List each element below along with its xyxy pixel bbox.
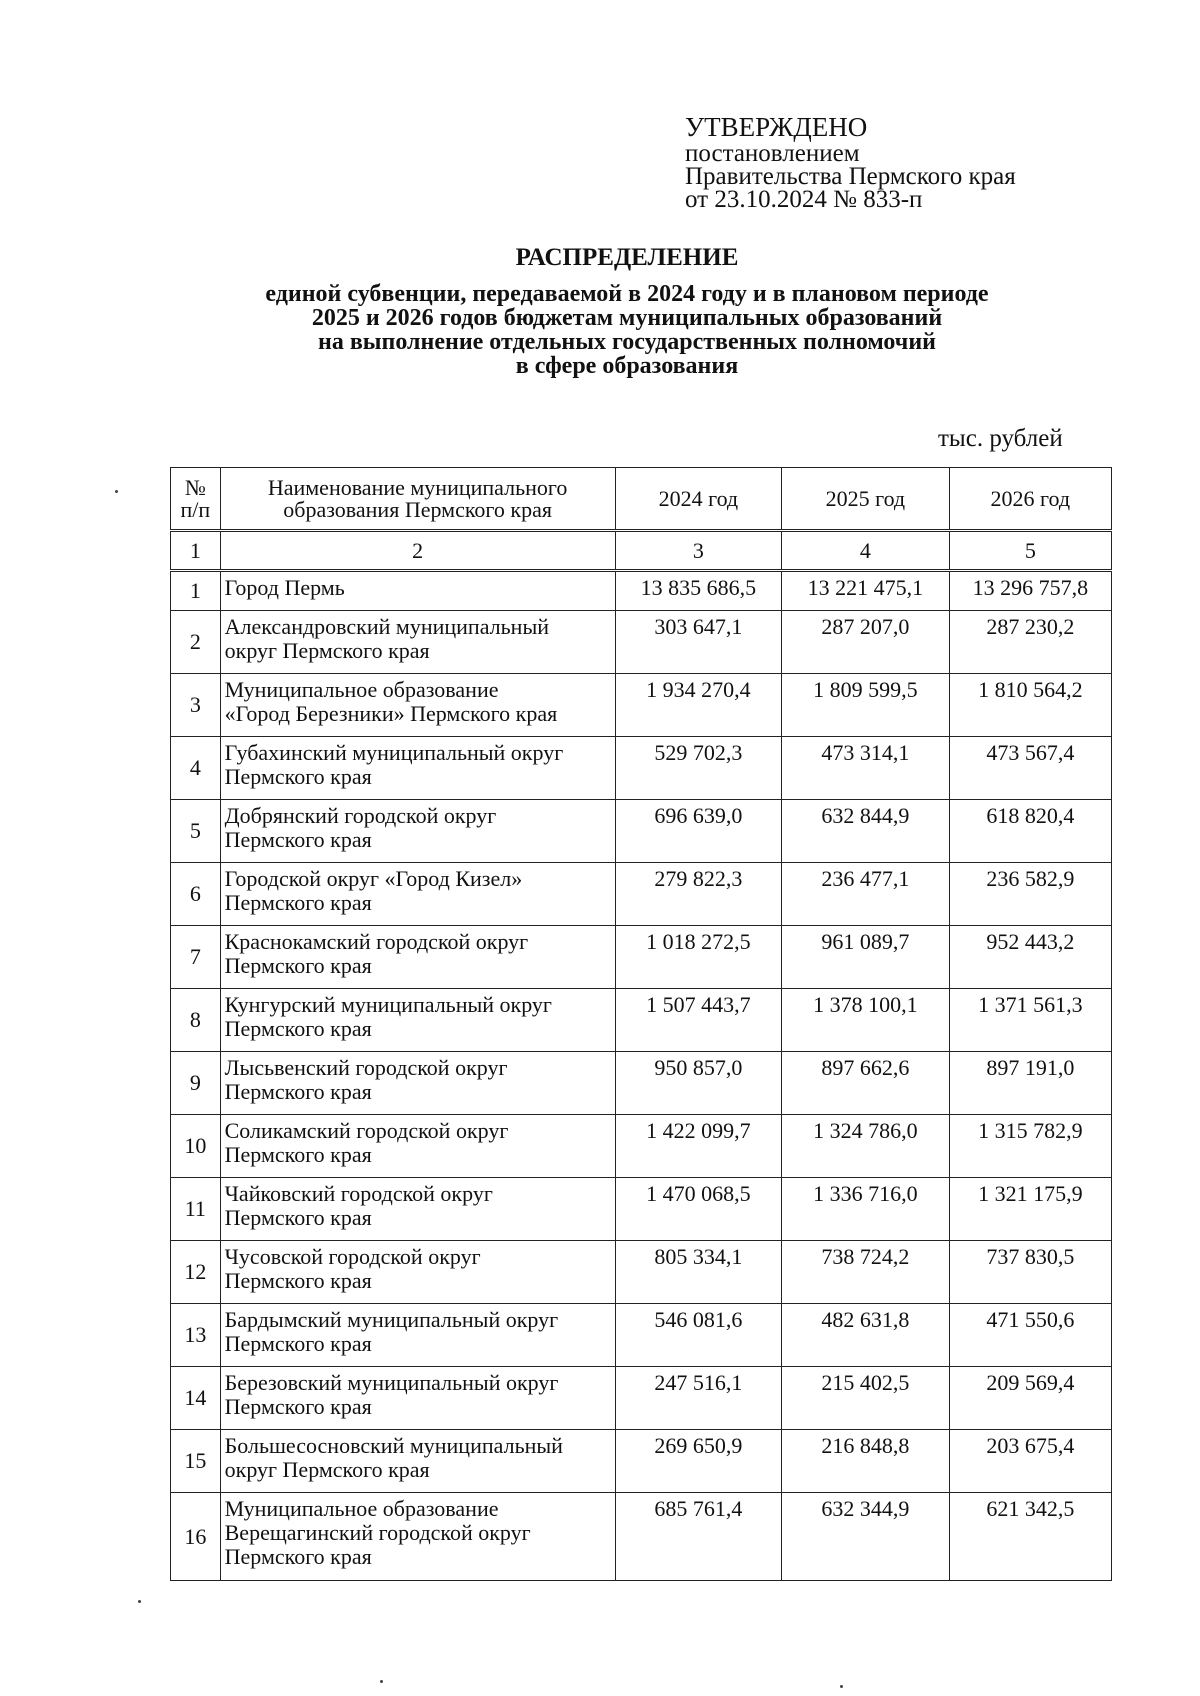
value-2024: 269 650,9 bbox=[615, 1430, 781, 1493]
municipality-name-line: Пермского края bbox=[224, 1016, 372, 1041]
municipality-name bbox=[220, 989, 615, 1052]
municipality-name-line: Город Пермь bbox=[224, 575, 345, 600]
value-2026: 473 567,4 bbox=[949, 737, 1111, 800]
value-2026: 209 569,4 bbox=[949, 1367, 1111, 1430]
municipality-name-line: Лысьвенский городской округ bbox=[224, 1055, 508, 1080]
municipality-name-line: Городской округ «Город Кизел» bbox=[224, 866, 523, 891]
municipality-name bbox=[220, 926, 615, 989]
column-index: 1 bbox=[171, 531, 221, 571]
value-2024: 805 334,1 bbox=[615, 1241, 781, 1304]
document-subtitle bbox=[0, 282, 1200, 378]
table-row bbox=[171, 1430, 1112, 1493]
value-2024: 303 647,1 bbox=[615, 611, 781, 674]
value-2026: 1 810 564,2 bbox=[949, 674, 1111, 737]
value-2024: 529 702,3 bbox=[615, 737, 781, 800]
table-row bbox=[171, 926, 1112, 989]
municipality-name bbox=[220, 1052, 615, 1115]
subtitle-line-4: в сфере образования bbox=[515, 353, 739, 379]
value-2025: 1 809 599,5 bbox=[782, 674, 950, 737]
municipality-name bbox=[220, 571, 615, 611]
column-index: 5 bbox=[949, 531, 1111, 571]
value-2025: 236 477,1 bbox=[782, 863, 950, 926]
table-row bbox=[171, 1115, 1112, 1178]
value-2024: 696 639,0 bbox=[615, 800, 781, 863]
municipality-name bbox=[220, 1430, 615, 1493]
value-2025: 215 402,5 bbox=[782, 1367, 950, 1430]
table-header-row bbox=[171, 468, 1112, 531]
row-number: 5 bbox=[171, 800, 221, 863]
value-2026: 1 315 782,9 bbox=[949, 1115, 1111, 1178]
value-2026: 737 830,5 bbox=[949, 1241, 1111, 1304]
approval-stamp bbox=[685, 112, 1016, 211]
municipality-name-line: «Город Березники» Пермского края bbox=[224, 701, 558, 726]
value-2026: 287 230,2 bbox=[949, 611, 1111, 674]
municipality-name bbox=[220, 1241, 615, 1304]
value-2024: 1 018 272,5 bbox=[615, 926, 781, 989]
value-2026: 618 820,4 bbox=[949, 800, 1111, 863]
table-row bbox=[171, 863, 1112, 926]
municipality-name-line: Чайковский городской округ bbox=[224, 1181, 493, 1206]
column-index-row bbox=[171, 531, 1112, 571]
distribution-table bbox=[170, 467, 1112, 1581]
municipality-name-line: Муниципальное образование bbox=[224, 677, 499, 702]
value-2026: 203 675,4 bbox=[949, 1430, 1111, 1493]
table-row bbox=[171, 1493, 1112, 1581]
scan-speck bbox=[138, 1600, 141, 1603]
table-row bbox=[171, 800, 1112, 863]
municipality-name-line: Краснокамский городской округ bbox=[224, 929, 529, 954]
column-index: 3 bbox=[615, 531, 781, 571]
table-row bbox=[171, 737, 1112, 800]
value-2024: 1 934 270,4 bbox=[615, 674, 781, 737]
municipality-name bbox=[220, 674, 615, 737]
approval-heading: УТВЕРЖДЕНО bbox=[685, 112, 868, 142]
row-number: 11 bbox=[171, 1178, 221, 1241]
header-2025: 2025 год bbox=[782, 468, 950, 531]
municipality-name bbox=[220, 737, 615, 800]
value-2024: 1 422 099,7 bbox=[615, 1115, 781, 1178]
municipality-name-line: округ Пермского края bbox=[224, 638, 430, 663]
row-number: 8 bbox=[171, 989, 221, 1052]
value-2024: 247 516,1 bbox=[615, 1367, 781, 1430]
value-2025: 632 344,9 bbox=[782, 1493, 950, 1581]
municipality-name-line: Пермского края bbox=[224, 953, 372, 978]
header-number-line-2: п/п bbox=[180, 496, 211, 522]
municipality-name bbox=[220, 1367, 615, 1430]
municipality-name-line: Пермского края bbox=[224, 1142, 372, 1167]
row-number: 14 bbox=[171, 1367, 221, 1430]
row-number: 1 bbox=[171, 571, 221, 611]
value-2024: 13 835 686,5 bbox=[615, 571, 781, 611]
header-2026: 2026 год bbox=[949, 468, 1111, 531]
value-2026: 236 582,9 bbox=[949, 863, 1111, 926]
scan-speck bbox=[380, 1680, 383, 1683]
header-name bbox=[220, 468, 615, 531]
municipality-name-line: Пермского края bbox=[224, 827, 372, 852]
header-number-line-1: № bbox=[184, 474, 206, 500]
value-2025: 897 662,6 bbox=[782, 1052, 950, 1115]
row-number: 2 bbox=[171, 611, 221, 674]
municipality-name-line: Верещагинский городской округ bbox=[224, 1520, 531, 1545]
table-row bbox=[171, 611, 1112, 674]
municipality-name-line: Березовский муниципальный округ bbox=[224, 1370, 559, 1395]
value-2026: 897 191,0 bbox=[949, 1052, 1111, 1115]
value-2025: 1 324 786,0 bbox=[782, 1115, 950, 1178]
municipality-name-line: Пермского края bbox=[224, 764, 372, 789]
row-number: 7 bbox=[171, 926, 221, 989]
value-2026: 1 321 175,9 bbox=[949, 1178, 1111, 1241]
value-2025: 961 089,7 bbox=[782, 926, 950, 989]
value-2024: 685 761,4 bbox=[615, 1493, 781, 1581]
table-row bbox=[171, 1304, 1112, 1367]
table-row bbox=[171, 1052, 1112, 1115]
municipality-name-line: Бардымский муниципальный округ bbox=[224, 1307, 559, 1332]
column-index: 2 bbox=[220, 531, 615, 571]
value-2025: 287 207,0 bbox=[782, 611, 950, 674]
municipality-name-line: Пермского края bbox=[224, 1205, 372, 1230]
value-2024: 1 507 443,7 bbox=[615, 989, 781, 1052]
value-2026: 1 371 561,3 bbox=[949, 989, 1111, 1052]
value-2024: 546 081,6 bbox=[615, 1304, 781, 1367]
row-number: 6 bbox=[171, 863, 221, 926]
approval-line-4: от 23.10.2024 № 833-п bbox=[685, 186, 923, 213]
municipality-name bbox=[220, 1178, 615, 1241]
value-2025: 473 314,1 bbox=[782, 737, 950, 800]
value-2025: 632 844,9 bbox=[782, 800, 950, 863]
value-2026: 952 443,2 bbox=[949, 926, 1111, 989]
value-2026: 621 342,5 bbox=[949, 1493, 1111, 1581]
approval-line-3: Правительства Пермского края bbox=[685, 163, 1016, 190]
municipality-name-line: Добрянский городской округ bbox=[224, 803, 497, 828]
value-2025: 216 848,8 bbox=[782, 1430, 950, 1493]
municipality-name bbox=[220, 863, 615, 926]
scan-speck bbox=[115, 490, 118, 493]
value-2025: 1 336 716,0 bbox=[782, 1178, 950, 1241]
municipality-name bbox=[220, 611, 615, 674]
municipality-name-line: Пермского края bbox=[224, 1268, 372, 1293]
municipality-name-line: Большесосновский муниципальный bbox=[224, 1433, 563, 1458]
municipality-name-line: Муниципальное образование bbox=[224, 1496, 499, 1521]
value-2026: 471 550,6 bbox=[949, 1304, 1111, 1367]
document-title: РАСПРЕДЕЛЕНИЕ bbox=[515, 244, 739, 271]
header-name-line-1: Наименование муниципального bbox=[267, 474, 568, 500]
row-number: 15 bbox=[171, 1430, 221, 1493]
row-number: 16 bbox=[171, 1493, 221, 1581]
table-row bbox=[171, 1367, 1112, 1430]
municipality-name-line: Александровский муниципальный bbox=[224, 614, 550, 639]
municipality-name-line: Чусовской городской округ bbox=[224, 1244, 481, 1269]
municipality-name-line: Соликамский городской округ bbox=[224, 1118, 509, 1143]
municipality-name-line: Пермского края bbox=[224, 1331, 372, 1356]
municipality-name-line: Пермского края bbox=[224, 1394, 372, 1419]
header-name-line-2: образования Пермского края bbox=[283, 496, 552, 522]
header-2024: 2024 год bbox=[615, 468, 781, 531]
row-number: 9 bbox=[171, 1052, 221, 1115]
municipality-name-line: Губахинский муниципальный округ bbox=[224, 740, 564, 765]
table-row bbox=[171, 989, 1112, 1052]
municipality-name-line: Пермского края bbox=[224, 1544, 372, 1569]
value-2024: 1 470 068,5 bbox=[615, 1178, 781, 1241]
municipality-name-line: Пермского края bbox=[224, 890, 372, 915]
value-2025: 482 631,8 bbox=[782, 1304, 950, 1367]
row-number: 12 bbox=[171, 1241, 221, 1304]
approval-line-2: постановлением bbox=[685, 140, 860, 167]
municipality-name bbox=[220, 1493, 615, 1581]
municipality-name bbox=[220, 800, 615, 863]
value-2025: 738 724,2 bbox=[782, 1241, 950, 1304]
table-row bbox=[171, 1178, 1112, 1241]
value-2026: 13 296 757,8 bbox=[949, 571, 1111, 611]
header-number bbox=[171, 468, 221, 531]
table-row bbox=[171, 1241, 1112, 1304]
row-number: 10 bbox=[171, 1115, 221, 1178]
scan-speck bbox=[840, 1685, 843, 1688]
subtitle-line-1: единой субвенции, передаваемой в 2024 году и в плановом периоде bbox=[265, 281, 989, 307]
value-2024: 950 857,0 bbox=[615, 1052, 781, 1115]
value-2025: 1 378 100,1 bbox=[782, 989, 950, 1052]
table-body bbox=[171, 571, 1112, 1581]
municipality-name-line: округ Пермского края bbox=[224, 1457, 430, 1482]
table-row bbox=[171, 571, 1112, 611]
table-row bbox=[171, 674, 1112, 737]
subtitle-line-3: на выполнение отдельных государственных полномочий bbox=[318, 329, 936, 355]
row-number: 3 bbox=[171, 674, 221, 737]
row-number: 4 bbox=[171, 737, 221, 800]
units-label: тыс. рублей bbox=[938, 425, 1063, 452]
row-number: 13 bbox=[171, 1304, 221, 1367]
municipality-name bbox=[220, 1304, 615, 1367]
subtitle-line-2: 2025 и 2026 годов бюджетам муниципальных образований bbox=[311, 305, 943, 331]
value-2025: 13 221 475,1 bbox=[782, 571, 950, 611]
municipality-name bbox=[220, 1115, 615, 1178]
municipality-name-line: Пермского края bbox=[224, 1079, 372, 1104]
column-index: 4 bbox=[782, 531, 950, 571]
municipality-name-line: Кунгурский муниципальный округ bbox=[224, 992, 552, 1017]
value-2024: 279 822,3 bbox=[615, 863, 781, 926]
